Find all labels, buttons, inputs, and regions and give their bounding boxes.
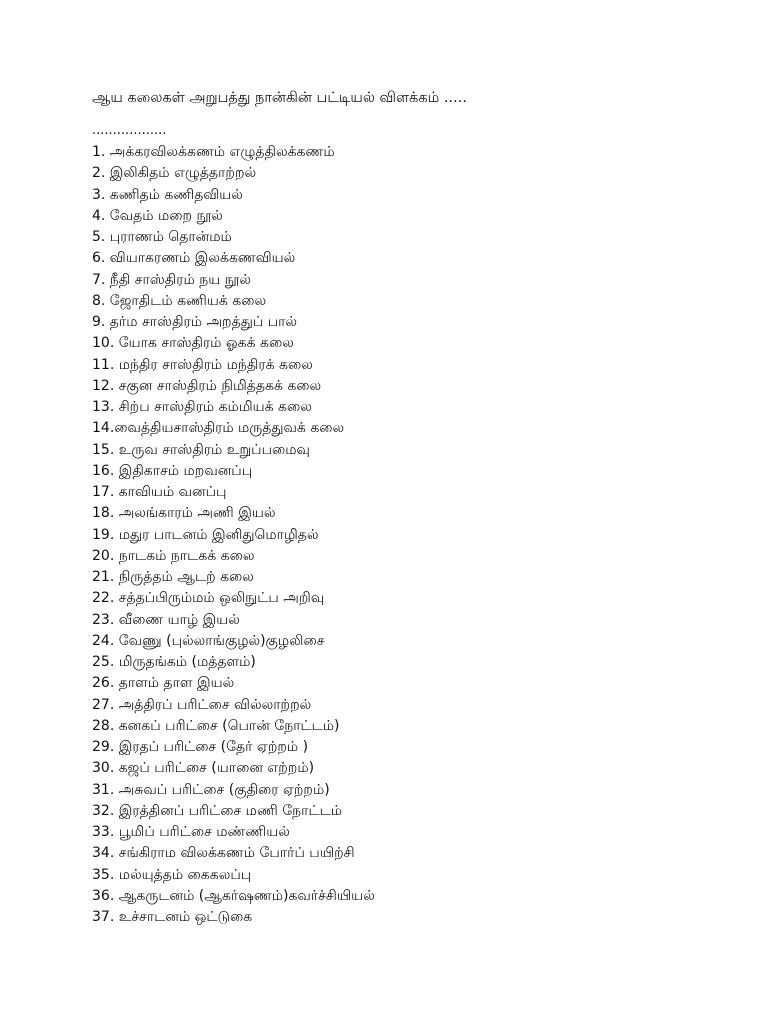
list-item: 18. அலங்காரம் அணி இயல் — [92, 505, 276, 522]
list-item: 23. வீணை யாழ் இயல் — [92, 611, 240, 628]
list-item: 1. அக்கரவிலக்கணம் எழுத்திலக்கணம் — [92, 144, 335, 160]
list-item: 22. சத்தப்பிரும்மம் ஒலிநுட்ப அறிவு — [92, 590, 325, 607]
list-item: 19. மதுர பாடனம் இனிதுமொழிதல் — [92, 526, 319, 543]
list-item: 12. சகுன சாஸ்திரம் நிமித்தகக் கலை — [92, 377, 322, 394]
list-item: 31. அசுவப் பரிட்சை (குதிரை ஏற்றம்) — [92, 781, 330, 798]
list-item: 37. உச்சாடனம் ஒட்டுகை — [92, 909, 253, 925]
list-item: 24. வேணு (புல்லாங்குழல்)குழலிசை — [92, 632, 325, 649]
list-item: 11. மந்திர சாஸ்திரம் மந்திரக் கலை — [92, 356, 313, 373]
list-item: 36. ஆகருடனம் (ஆகர்ஷணம்)கவர்ச்சியியல் — [92, 887, 375, 904]
list-item: 10. யோக சாஸ்திரம் ஓகக் கலை — [92, 335, 294, 352]
list-item: 4. வேதம் மறை நூல் — [92, 207, 223, 224]
list-item: 13. சிற்ப சாஸ்திரம் கம்மியக் கலை — [92, 399, 312, 415]
document-title: ஆய கலைகள் அறுபத்து நான்கின் பட்டியல் விளக்கம் ..... — [92, 90, 467, 106]
list-item: 25. மிருதங்கம் (மத்தளம்) — [92, 654, 256, 670]
list-item: 17. காவியம் வனப்பு — [92, 484, 227, 500]
separator-dots: .................. — [92, 123, 167, 138]
list-item: 6. வியாகரணம் இலக்கணவியல் — [92, 250, 296, 267]
list-item: 33. பூமிப் பரிட்சை மண்ணியல் — [92, 824, 290, 840]
list-item: 34. சங்கிராம விலக்கணம் போர்ப் பயிற்சி — [92, 845, 355, 862]
arts-list — [92, 142, 375, 928]
list-item: 29. இரதப் பரிட்சை (தேர் ஏற்றம் ) — [92, 739, 309, 755]
list-item: 16. இதிகாசம் மறவனப்பு — [92, 462, 253, 479]
list-item: 2. இலிகிதம் எழுத்தாற்றல் — [92, 165, 257, 182]
list-item: 5. புராணம் தொன்மம் — [92, 229, 232, 245]
list-item: 27. அத்திரப் பரிட்சை வில்லாற்றல் — [92, 696, 312, 713]
list-item: 14.வைத்தியசாஸ்திரம் மருத்துவக் கலை — [92, 420, 345, 437]
list-item: 21. நிருத்தம் ஆடற் கலை — [92, 569, 254, 585]
list-item: 7. நீதி சாஸ்திரம் நய நூல் — [92, 271, 251, 288]
list-item: 35. மல்யுத்தம் கைகலப்பு — [92, 866, 252, 883]
list-item: 32. இரத்தினப் பரிட்சை மணி நோட்டம் — [92, 802, 343, 819]
list-item: 15. உருவ சாஸ்திரம் உறுப்பமைவு — [92, 441, 310, 458]
list-item: 9. தர்ம சாஸ்திரம் அறத்துப் பால் — [92, 314, 298, 330]
list-item: 30. கஜப் பரிட்சை (யானை எற்றம்) — [92, 760, 315, 777]
list-item: 20. நாடகம் நாடகக் கலை — [92, 547, 255, 564]
list-item: 28. கனகப் பரிட்சை (பொன் நோட்டம்) — [92, 717, 340, 734]
list-item: 8. ஜோதிடம் கணியக் கலை — [92, 292, 267, 309]
list-item: 3. கணிதம் கணிதவியல் — [92, 186, 243, 203]
list-item: 26. தாளம் தாள இயல் — [92, 675, 235, 692]
